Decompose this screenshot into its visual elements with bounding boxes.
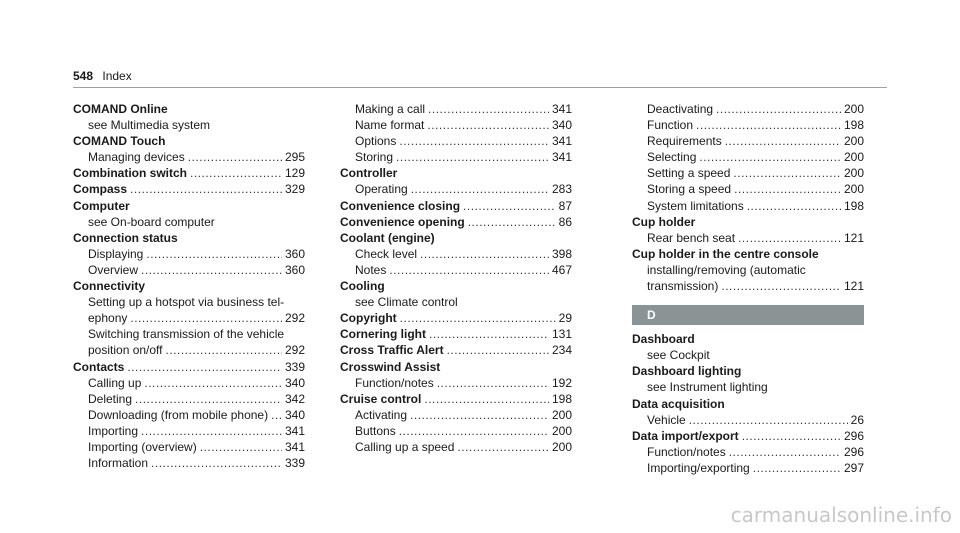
page-reference[interactable]: 341	[284, 423, 305, 438]
page-reference[interactable]: 192	[551, 375, 572, 390]
index-subentry[interactable]	[73, 423, 305, 439]
page-reference[interactable]: 129	[284, 166, 305, 181]
entry-label: Computer	[73, 198, 130, 213]
page-reference[interactable]: 296	[843, 444, 864, 459]
entry-label: Dashboard	[632, 332, 695, 347]
dot-leader	[699, 149, 841, 165]
entry-label: Convenience opening	[340, 214, 465, 229]
index-subentry[interactable]	[340, 149, 572, 165]
dot-leader	[457, 439, 549, 455]
page-reference[interactable]: 341	[551, 134, 572, 149]
page-reference[interactable]: 342	[284, 391, 305, 406]
entry-label: COMAND Online	[73, 102, 168, 116]
entry-label: Making a call	[355, 102, 426, 116]
entry-label: Requirements	[647, 134, 722, 149]
index-entry[interactable]	[340, 214, 572, 230]
entry-label: Activating	[355, 407, 408, 422]
page-reference[interactable]: 198	[843, 198, 864, 213]
index-subentry[interactable]	[73, 149, 305, 165]
dot-leader	[410, 407, 549, 423]
dot-leader	[127, 359, 282, 375]
page-reference[interactable]: 339	[284, 456, 305, 471]
entry-label: Check level	[355, 246, 418, 261]
entry-label: Notes	[355, 262, 387, 277]
entry-label: Crosswind Assist	[340, 359, 441, 374]
entry-label: Downloading (from mobile phone)	[88, 407, 269, 422]
index-subentry[interactable]	[340, 423, 572, 439]
entry-label: installing/removing (automatic	[647, 262, 806, 277]
index-subentry	[340, 294, 572, 310]
page-number: 548	[73, 69, 94, 83]
entry-label: System limitations	[647, 198, 744, 213]
page-reference[interactable]: 295	[284, 150, 305, 165]
dot-leader	[428, 101, 549, 117]
index-subentry[interactable]	[632, 198, 864, 214]
dot-leader	[753, 460, 841, 476]
dot-leader	[200, 439, 282, 455]
page-reference[interactable]: 329	[284, 182, 305, 197]
page-reference[interactable]: 200	[551, 407, 572, 422]
page-reference[interactable]: 121	[843, 230, 864, 245]
index-subentry	[632, 347, 864, 363]
page-reference[interactable]: 200	[843, 134, 864, 149]
index-subentry[interactable]	[632, 101, 864, 117]
index-column-1	[73, 101, 305, 471]
page-reference[interactable]: 292	[284, 343, 305, 358]
page-reference[interactable]: 292	[284, 311, 305, 326]
page-reference[interactable]: 341	[551, 102, 572, 116]
entry-label: Dashboard lighting	[632, 364, 742, 379]
page-reference[interactable]: 234	[551, 343, 572, 358]
page-reference[interactable]: 200	[551, 423, 572, 438]
index-subentry[interactable]	[73, 262, 305, 278]
page-reference[interactable]: 200	[843, 166, 864, 181]
index-subentry[interactable]	[340, 133, 572, 149]
dot-leader	[411, 181, 549, 197]
entry-label: Overview	[88, 262, 139, 277]
index-subentry[interactable]	[340, 246, 572, 262]
entry-label: Connection status	[73, 230, 178, 245]
index-entry[interactable]	[340, 198, 572, 214]
entry-label: Information	[88, 456, 149, 471]
page-reference[interactable]: 200	[843, 182, 864, 197]
index-subentry[interactable]	[632, 133, 864, 149]
dot-leader	[146, 246, 282, 262]
dot-leader	[190, 165, 282, 181]
page-reference[interactable]: 297	[843, 460, 864, 475]
dot-leader	[151, 455, 282, 471]
dot-leader	[427, 117, 549, 133]
index-column-3	[632, 101, 864, 476]
index-entry	[340, 278, 572, 294]
entry-label: Coolant (engine)	[340, 230, 435, 245]
dot-leader	[729, 444, 841, 460]
page-reference[interactable]: 341	[284, 439, 305, 454]
page-reference[interactable]: 198	[551, 391, 572, 406]
dot-leader	[468, 214, 556, 230]
dot-leader	[463, 198, 556, 214]
index-entry	[632, 363, 864, 379]
dot-leader	[447, 342, 549, 358]
page-reference[interactable]: 340	[284, 407, 305, 422]
entry-label: Storing	[355, 150, 394, 165]
index-entry	[632, 396, 864, 412]
dot-leader	[716, 101, 841, 117]
index-subentry[interactable]	[632, 165, 864, 181]
index-subentry[interactable]	[632, 444, 864, 460]
dot-leader	[166, 342, 282, 358]
entry-label: Function	[647, 118, 694, 133]
entry-label: position on/off	[88, 343, 163, 358]
page-reference[interactable]: 340	[551, 118, 572, 133]
entry-label: Compass	[73, 182, 128, 197]
dot-leader	[424, 391, 549, 407]
entry-label: Contacts	[73, 359, 125, 374]
index-subentry[interactable]	[632, 230, 864, 246]
index-entry[interactable]	[340, 342, 572, 358]
index-entry	[632, 246, 864, 262]
index-subentry[interactable]	[632, 117, 864, 133]
entry-label: ephony	[88, 311, 128, 326]
index-subentry	[73, 326, 305, 342]
entry-label: Cup holder in the centre console	[632, 246, 819, 261]
entry-label: Cross Traffic Alert	[340, 343, 444, 358]
dot-leader	[188, 149, 282, 165]
index-entry	[632, 331, 864, 347]
entry-label: Importing (overview)	[88, 439, 197, 454]
index-subentry[interactable]	[73, 310, 305, 326]
entry-label: Calling up	[88, 375, 142, 390]
index-entry	[73, 101, 305, 117]
dot-leader	[130, 310, 282, 326]
page-reference[interactable]: 340	[284, 375, 305, 390]
index-subentry[interactable]	[340, 262, 572, 278]
page-reference[interactable]: 121	[843, 279, 864, 294]
entry-label: Deactivating	[647, 102, 714, 116]
index-subentry[interactable]	[340, 181, 572, 197]
entry-label: Data import/export	[632, 428, 739, 443]
entry-label: Rear bench seat	[647, 230, 736, 245]
index-subentry[interactable]	[73, 375, 305, 391]
index-entry	[73, 230, 305, 246]
entry-label: Name format	[355, 118, 425, 133]
entry-label: Function/notes	[355, 375, 434, 390]
entry-label: Options	[355, 134, 397, 149]
index-entry[interactable]	[632, 428, 864, 444]
entry-label: Managing devices	[88, 150, 185, 165]
entry-label: see Multimedia system	[88, 118, 211, 133]
dot-leader	[738, 230, 841, 246]
page-reference[interactable]: 198	[843, 118, 864, 133]
dot-leader	[141, 423, 282, 439]
page-reference[interactable]: 296	[843, 428, 864, 443]
index-entry	[340, 165, 572, 181]
entry-label: Controller	[340, 166, 398, 181]
index-subentry[interactable]	[632, 460, 864, 476]
page-reference[interactable]: 341	[551, 150, 572, 165]
entry-label: Setting up a hotspot via business tel-	[88, 295, 285, 310]
index-letter-heading: D	[632, 305, 864, 325]
page-reference[interactable]: 29	[558, 311, 572, 326]
page-reference[interactable]: 339	[284, 359, 305, 374]
dot-leader	[141, 262, 282, 278]
dot-leader	[689, 412, 848, 428]
index-subentry[interactable]	[73, 407, 305, 423]
index-subentry[interactable]	[632, 412, 864, 428]
page-reference[interactable]: 360	[284, 246, 305, 261]
entry-label: see On-board computer	[88, 214, 215, 229]
page-reference[interactable]: 398	[551, 246, 572, 261]
index-entry[interactable]	[73, 165, 305, 181]
section-title: Index	[102, 69, 132, 83]
page-reference[interactable]: 86	[558, 214, 572, 229]
entry-label: Operating	[355, 182, 408, 197]
entry-label: see Cockpit	[647, 348, 710, 363]
dot-leader	[420, 246, 549, 262]
index-subentry[interactable]	[632, 149, 864, 165]
entry-label: Cornering light	[340, 327, 426, 342]
dot-leader	[725, 133, 841, 149]
index-entry[interactable]	[340, 326, 572, 342]
entry-label: COMAND Touch	[73, 134, 166, 149]
index-subentry[interactable]	[73, 439, 305, 455]
entry-label: Storing a speed	[647, 182, 732, 197]
index-entry	[340, 230, 572, 246]
entry-label: see Climate control	[355, 295, 458, 310]
index-entry[interactable]	[73, 181, 305, 197]
entry-label: Data acquisition	[632, 396, 725, 411]
dot-leader	[437, 375, 549, 391]
entry-label: Convenience closing	[340, 198, 461, 213]
page-reference[interactable]: 283	[551, 182, 572, 197]
page-reference[interactable]: 200	[843, 150, 864, 165]
watermark: carmanualsonline.info	[730, 503, 952, 527]
entry-label: Switching transmission of the vehicle	[88, 327, 285, 342]
entry-label: Importing/exporting	[647, 460, 750, 475]
dot-leader	[734, 181, 841, 197]
index-subentry[interactable]	[73, 342, 305, 358]
entry-label: Setting a speed	[647, 166, 731, 181]
index-subentry[interactable]	[340, 375, 572, 391]
index-entry[interactable]	[340, 391, 572, 407]
index-subentry[interactable]	[632, 181, 864, 197]
dot-leader	[429, 326, 549, 342]
page-reference[interactable]: 200	[843, 102, 864, 116]
index-subentry[interactable]	[73, 246, 305, 262]
index-subentry[interactable]	[632, 278, 864, 294]
entry-label: Importing	[88, 423, 139, 438]
index-subentry[interactable]	[340, 407, 572, 423]
dot-leader	[399, 423, 549, 439]
entry-label: Connectivity	[73, 279, 146, 294]
entry-label: Copyright	[340, 311, 397, 326]
index-entry[interactable]	[340, 310, 572, 326]
entry-label: Cup holder	[632, 214, 696, 229]
dot-leader	[396, 149, 549, 165]
entry-label: Selecting	[647, 150, 697, 165]
index-entry	[632, 214, 864, 230]
entry-label: Vehicle	[647, 412, 686, 427]
entry-label: Cooling	[340, 279, 385, 294]
entry-label: Displaying	[88, 246, 144, 261]
dot-leader	[742, 428, 841, 444]
dot-leader	[271, 407, 282, 423]
index-entry	[340, 359, 572, 375]
entry-label: Function/notes	[647, 444, 726, 459]
dot-leader	[747, 198, 841, 214]
dot-leader	[733, 165, 841, 181]
page-reference[interactable]: 360	[284, 262, 305, 277]
dot-leader	[389, 262, 549, 278]
page-reference[interactable]: 87	[558, 198, 572, 213]
dot-leader	[130, 181, 282, 197]
index-entry[interactable]	[73, 359, 305, 375]
index-entry	[73, 198, 305, 214]
index-subentry[interactable]	[340, 439, 572, 455]
index-subentry	[73, 214, 305, 230]
header-divider	[73, 87, 887, 88]
page-header	[73, 69, 132, 83]
index-subentry	[632, 379, 864, 395]
index-subentry[interactable]	[73, 391, 305, 407]
dot-leader	[696, 117, 841, 133]
entry-label: Deleting	[88, 391, 133, 406]
index-column-2	[340, 101, 572, 455]
entry-label: Cruise control	[340, 391, 422, 406]
index-subentry[interactable]	[340, 117, 572, 133]
page-reference[interactable]: 467	[551, 262, 572, 277]
entry-label: see Instrument lighting	[647, 380, 768, 395]
index-entry	[73, 278, 305, 294]
index-entry	[73, 133, 305, 149]
dot-leader	[144, 375, 282, 391]
page-reference[interactable]: 200	[551, 439, 572, 454]
page-reference[interactable]: 131	[551, 327, 572, 342]
dot-leader	[399, 133, 549, 149]
index-subentry	[73, 294, 305, 310]
entry-label: Calling up a speed	[355, 439, 455, 454]
dot-leader	[400, 310, 556, 326]
page-reference[interactable]: 26	[850, 412, 864, 427]
dot-leader	[721, 278, 841, 294]
entry-label: Combination switch	[73, 166, 187, 181]
entry-label: transmission)	[647, 279, 719, 294]
index-subentry	[73, 117, 305, 133]
index-subentry[interactable]	[340, 101, 572, 117]
index-subentry	[632, 262, 864, 278]
entry-label: Buttons	[355, 423, 396, 438]
index-subentry[interactable]	[73, 455, 305, 471]
dot-leader	[135, 391, 282, 407]
